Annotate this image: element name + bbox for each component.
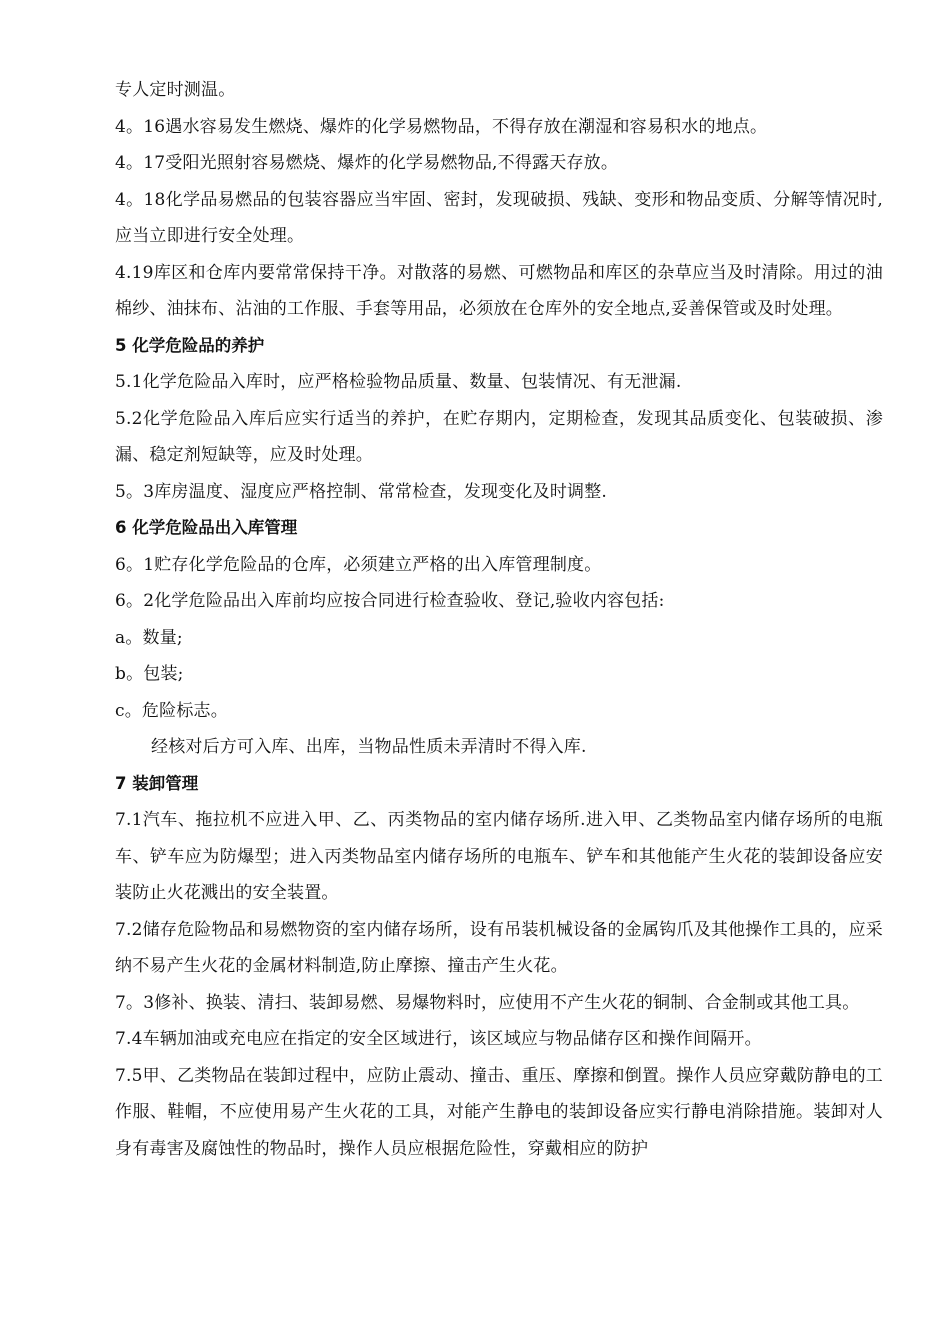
- paragraph-7-4: 7.4车辆加油或充电应在指定的安全区域进行，该区域应与物品储存区和操作间隔开。: [115, 1029, 762, 1049]
- paragraph-5-3: 5。3库房温度、湿度应严格控制、常常检查，发现变化及时调整.: [115, 481, 608, 502]
- paragraph-5-1: 5.1化学危险品入库时，应严格检验物品质量、数量、包装情况、有无泄漏.: [115, 372, 682, 392]
- paragraph-4-17: 4。17受阳光照射容易燃烧、爆炸的化学易燃物品,不得露天存放。: [115, 153, 619, 173]
- paragraph-7-1: 7.1汽车、拖拉机不应进入甲、乙、丙类物品的室内储存场所.进入甲、乙类物品室内储存场所的电瓶车、铲车应为防爆型；进入丙类物品室内储存场所的电瓶车、铲车和其他能产生火花的装卸设备应安装防止火花溅出的安全装置。: [115, 810, 883, 903]
- paragraph-verification-note: 经核对后方可入库、出库，当物品性质未弄清时不得入库.: [151, 737, 587, 757]
- paragraph-4-18: 4。18化学品易燃品的包装容器应当牢固、密封，发现破损、残缺、变形和物品变质、分解等情况时,应当立即进行安全处理。: [115, 189, 883, 246]
- section-heading-7: 7 装卸管理: [115, 773, 199, 793]
- paragraph-4-19: 4.19库区和仓库内要常常保持干净。对散落的易燃、可燃物品和库区的杂草应当及时清除。用过的油棉纱、油抹布、沾油的工作服、手套等用品，必须放在仓库外的安全地点,妥善保管或及时处理。: [115, 262, 883, 319]
- paragraph-5-2: 5.2化学危险品入库后应实行适当的养护，在贮存期内，定期检查，发现其品质变化、包装破损、渗漏、稳定剂短缺等，应及时处理。: [115, 408, 883, 465]
- list-item-c: c。危险标志。: [115, 700, 228, 721]
- list-item-b: b。包装;: [115, 664, 184, 684]
- paragraph-7-3: 7。3修补、换装、清扫、装卸易燃、易爆物料时，应使用不产生火花的铜制、合金制或其他工具。: [115, 992, 860, 1013]
- paragraph-7-5: 7.5甲、乙类物品在装卸过程中，应防止震动、撞击、重压、摩擦和倒置。操作人员应穿戴防静电的工作服、鞋帽，不应使用易产生火花的工具，对能产生静电的装卸设备应实行静电消除措施。装卸对人身有毒害及腐蚀性的物品时，操作人员应根据危险性，穿戴相应的防护: [115, 1065, 883, 1159]
- document-body: [115, 72, 883, 1167]
- list-item-a: a。数量;: [115, 627, 183, 648]
- paragraph-6-1: 6。1贮存化学危险品的仓库，必须建立严格的出入库管理制度。: [115, 554, 602, 575]
- paragraph-6-2: 6。2化学危险品出入库前均应按合同进行检查验收、登记,验收内容包括:: [115, 591, 665, 611]
- section-heading-6: 6 化学危险品出入库管理: [115, 518, 298, 537]
- paragraph-temperature-monitoring: 专人定时测温。: [115, 80, 236, 100]
- section-heading-5: 5 化学危险品的养护: [115, 335, 265, 355]
- paragraph-4-16: 4。16遇水容易发生燃烧、爆炸的化学易燃物品，不得存放在潮湿和容易积水的地点。: [115, 116, 768, 137]
- paragraph-7-2: 7.2储存危险物品和易燃物资的室内储存场所，设有吊装机械设备的金属钩爪及其他操作工具的，应采纳不易产生火花的金属材料制造,防止摩擦、撞击产生火花。: [115, 919, 883, 976]
